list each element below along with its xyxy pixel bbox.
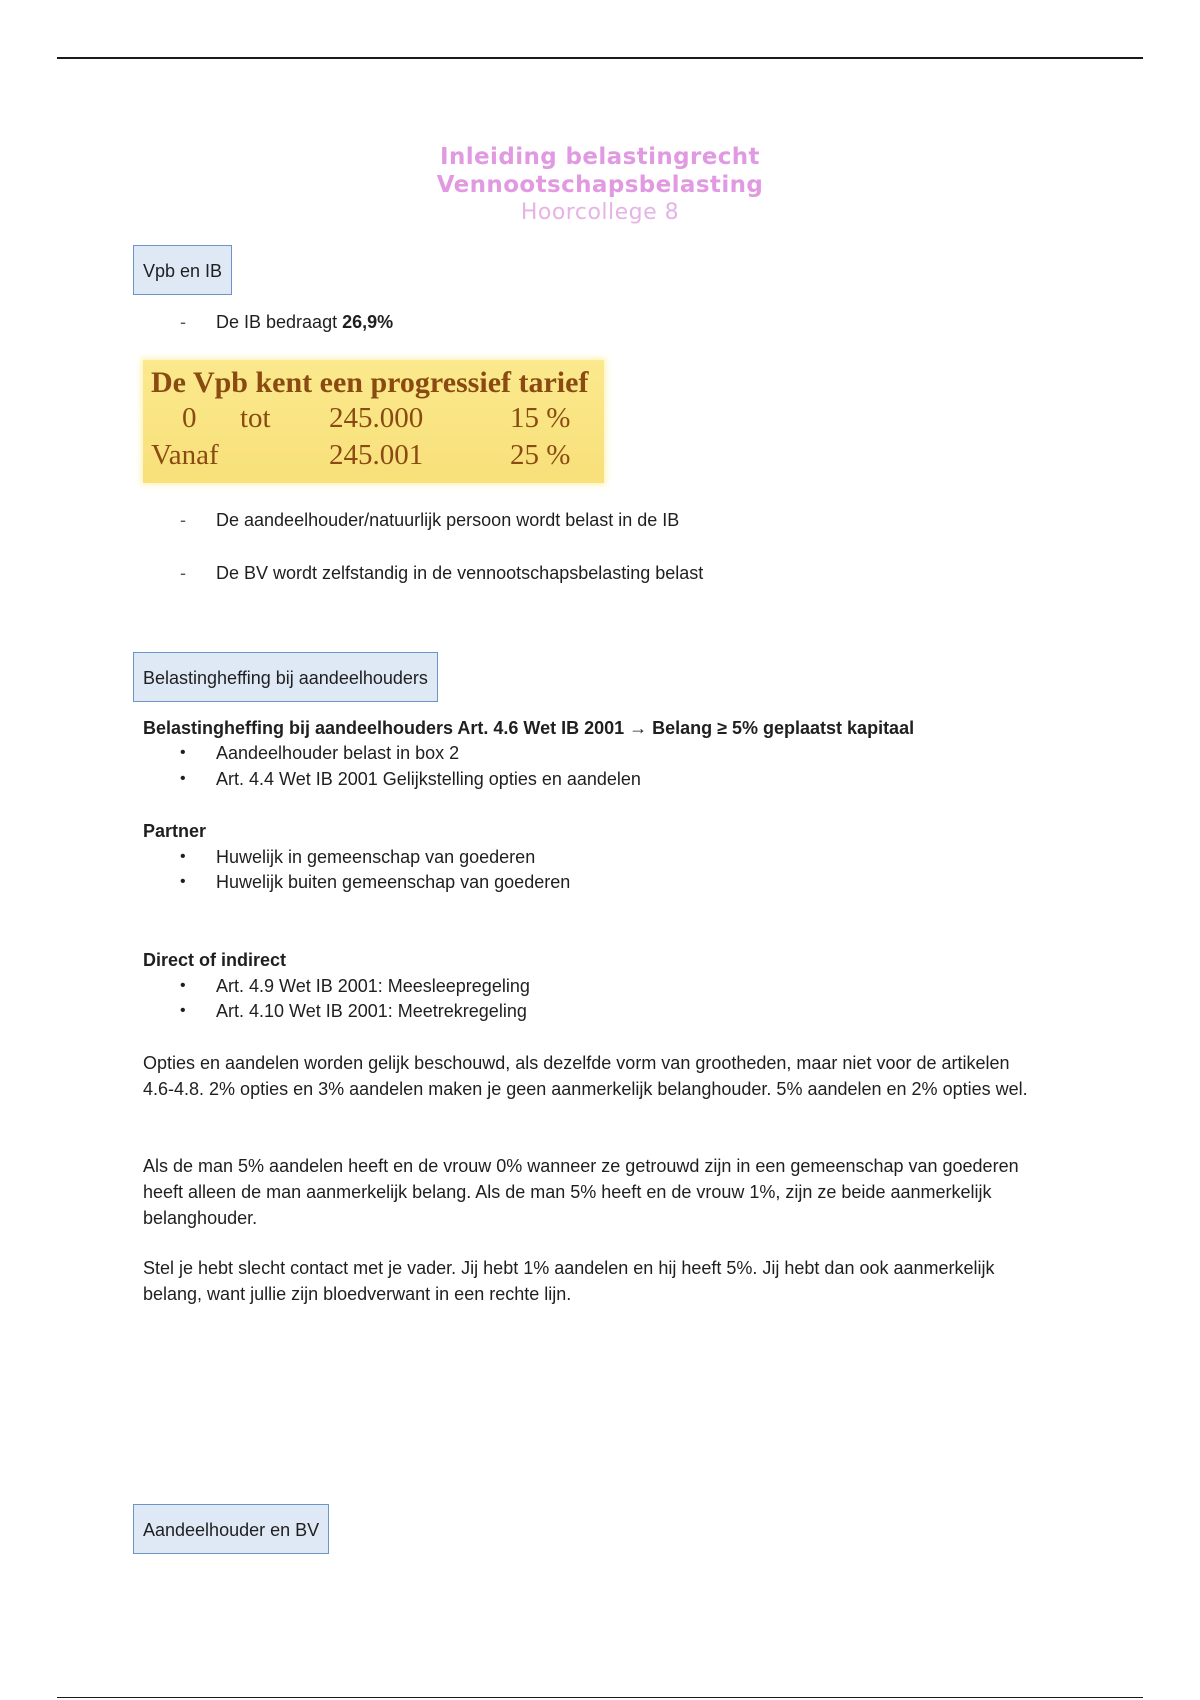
vpb-rate-table	[143, 360, 604, 483]
list-item	[0, 998, 1200, 1024]
list-item-text: Huwelijk buiten gemeenschap van goederen	[216, 872, 571, 892]
dash-marker: -	[180, 510, 186, 530]
section-heading-vpb-ib: Vpb en IB	[133, 245, 232, 295]
title-line-2: Vennootschapsbelasting	[436, 172, 764, 198]
bullet-marker: •	[180, 1002, 186, 1019]
ib-rate-text: De IB bedraagt	[216, 312, 343, 332]
bullet-marker: •	[180, 977, 186, 994]
partner-heading: Partner	[143, 821, 207, 841]
bullet-marker: •	[180, 873, 186, 890]
list-item	[0, 973, 1200, 999]
rate-table-title: De Vpb kent een progressief tarief	[151, 366, 589, 399]
paragraph-partner-example: Als de man 5% aandelen heeft en de vrouw 0% wanneer ze getrouwd zijn in een gemeenschap van goederen heeft alleen de man aanmerkelijk belang. Als de man 5% heeft en de vrouw 1%, zijn ze beide aanmerkelijk belanghouder.	[143, 1156, 1019, 1228]
list-item-text: Art. 4.10 Wet IB 2001: Meetrekregeling	[216, 1001, 527, 1021]
title-line-1: Inleiding belastingrecht	[440, 144, 760, 170]
dash-marker: -	[180, 312, 186, 332]
rate-row2-from: Vanaf	[151, 439, 219, 471]
direct-indirect-heading: Direct of indirect	[143, 950, 287, 970]
rate-row2-rate: 25 %	[510, 439, 571, 471]
list-item-text: Aandeelhouder belast in box 2	[216, 743, 460, 763]
rate-row2-amount: 245.001	[329, 439, 424, 471]
rate-row1-amount: 245.000	[329, 402, 424, 434]
top-rule	[57, 57, 1143, 59]
paragraph-options: Opties en aandelen worden gelijk beschouwd, als dezelfde vorm van grootheden, maar niet voor de artikelen 4.6-4.8. 2% opties en 3% aandelen maken je geen aanmerkelijk belanghouder. 5% aandelen en 2% opties wel.	[143, 1053, 1028, 1099]
bullet-marker: •	[180, 848, 186, 865]
ib-rate-line	[0, 309, 1200, 335]
list-item	[0, 740, 1200, 766]
section-heading-aandeelhouder-bv: Aandeelhouder en BV	[133, 1504, 329, 1554]
dash-item	[0, 507, 1200, 533]
bullet-marker: •	[180, 770, 186, 787]
ib-rate-value: 26,9%	[342, 312, 394, 332]
belastingheffing-subheading: Belastingheffing bij aandeelhouders Art. 4.6 Wet IB 2001 → Belang ≥ 5% geplaatst kapitaal	[143, 718, 915, 738]
list-item	[0, 766, 1200, 792]
list-item	[0, 844, 1200, 870]
dash-item-text: De BV wordt zelfstandig in de vennootschapsbelasting belast	[216, 563, 704, 583]
dash-item-text: De aandeelhouder/natuurlijk persoon wordt belast in de IB	[216, 510, 680, 530]
bottom-rule	[57, 1697, 1143, 1698]
section-heading-belastingheffing: Belastingheffing bij aandeelhouders	[133, 652, 438, 702]
dash-marker: -	[180, 563, 186, 583]
list-item	[0, 869, 1200, 895]
rate-row1-from: 0	[182, 402, 197, 434]
rate-row1-rate: 15 %	[510, 402, 571, 434]
bullet-marker: •	[180, 744, 186, 761]
title-line-3: Hoorcollege 8	[520, 200, 680, 225]
document-title	[0, 143, 1200, 227]
list-item-text: Art. 4.4 Wet IB 2001 Gelijkstelling opties en aandelen	[216, 769, 641, 789]
dash-item	[0, 560, 1200, 586]
list-item-text: Huwelijk in gemeenschap van goederen	[216, 847, 536, 867]
rate-row1-label: tot	[240, 402, 271, 434]
paragraph-father-example: Stel je hebt slecht contact met je vader. Jij hebt 1% aandelen en hij heeft 5%. Jij hebt dan ook aanmerkelijk belang, want jullie zijn bloedverwant in een rechte lijn.	[143, 1258, 995, 1304]
list-item-text: Art. 4.9 Wet IB 2001: Meesleepregeling	[216, 976, 530, 996]
